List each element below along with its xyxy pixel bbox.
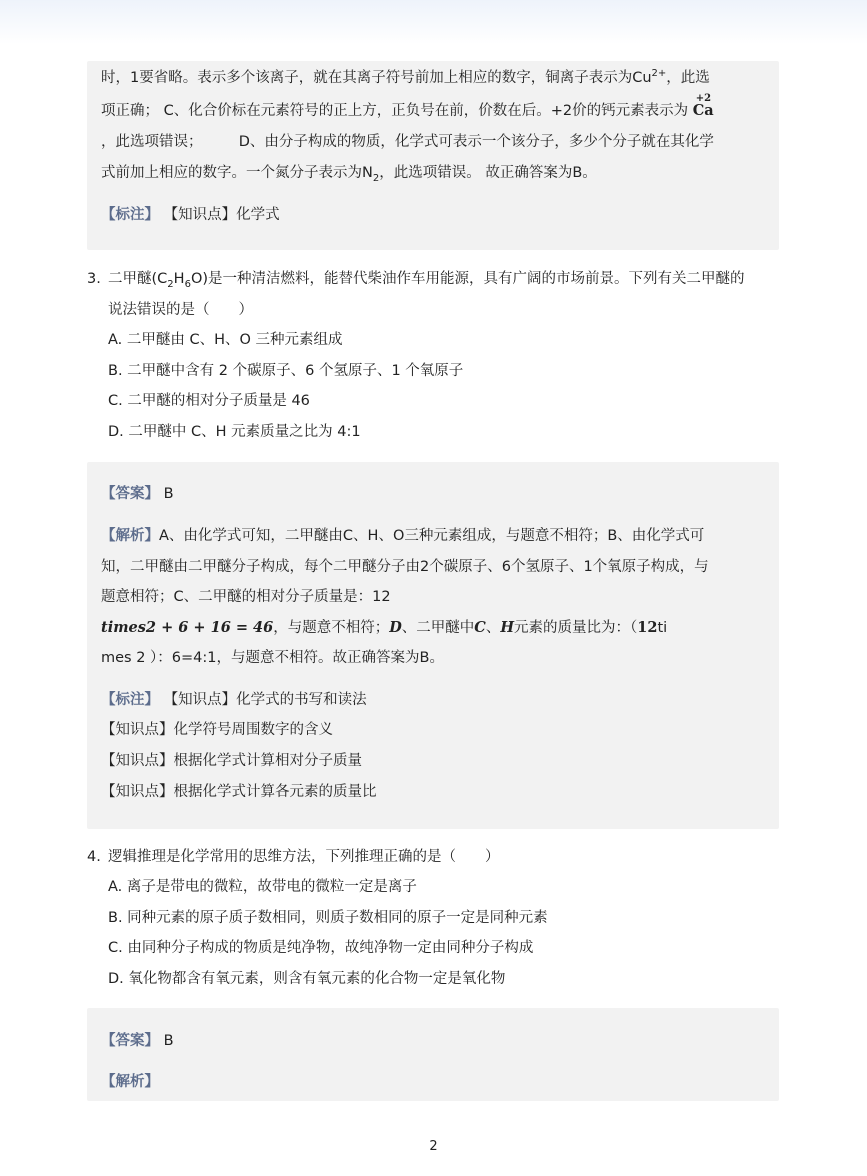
- q4-analysis: [101, 1072, 159, 1092]
- q3-stem-line-2: 说法错误的是（ ）: [108, 302, 253, 318]
- q2-note: [101, 205, 280, 225]
- q3-note-4: 【知识点】根据化学式计算各元素的质量比: [101, 784, 377, 800]
- text: 式前加上相应的数字。一个氮分子表示为N: [101, 165, 373, 181]
- q3-analysis-line-3: 题意相符；C、二甲醚的相对分子质量是：12: [101, 589, 391, 605]
- valence-charge: +2: [695, 93, 712, 104]
- q4-option-c: C. 由同种分子构成的物质是纯净物，故纯净物一定由同种分子构成: [108, 940, 534, 956]
- q3-answer: [101, 484, 174, 504]
- q3-answer-box: [87, 462, 779, 829]
- q3-number: 3.: [87, 271, 101, 287]
- superscript: 2+: [651, 68, 667, 80]
- q2-analysis-line-2: [101, 93, 714, 121]
- subscript: 6: [184, 278, 191, 290]
- text: 时，1要省略。表示多个该离子，就在其离子符号前加上相应的数字，铜离子表示为Cu: [101, 70, 652, 86]
- subscript: 2: [167, 278, 174, 290]
- q3-analysis-line-5: mes 2 ）：6=4:1，与题意不相符。故正确答案为B。: [101, 650, 444, 666]
- text: 二甲醚(C: [108, 271, 168, 287]
- answer-label: 【答案】: [101, 1033, 159, 1049]
- analysis-label: 【解析】: [101, 1074, 159, 1090]
- math-expression: times2 + 6 + 16 = 46: [101, 619, 274, 636]
- text: 、二甲醚中: [401, 620, 475, 636]
- page-number: 2: [429, 1139, 438, 1154]
- q4-answer: [101, 1031, 174, 1051]
- q4-answer-box: [87, 1008, 779, 1101]
- text: ，与题意不相符；: [273, 620, 390, 636]
- q2-analysis-line-4: [101, 163, 597, 183]
- text: ，此选: [666, 70, 710, 86]
- q4-option-b: B. 同种元素的原子质子数相同，则质子数相同的原子一定是同种元素: [108, 910, 548, 926]
- text: O)是一种清洁燃料，能替代柴油作车用能源，具有广阔的市场前景。下列有关二甲醚的: [190, 271, 745, 287]
- answer-label: 【答案】: [101, 486, 159, 502]
- q3-analysis-line-1: [101, 526, 704, 546]
- text: 元素的质量比为：（: [514, 620, 638, 636]
- top-band: [0, 0, 867, 44]
- math-symbol: H: [500, 619, 515, 636]
- q3-analysis-line-2: 知，二甲醚由二甲醚分子构成，每个二甲醚分子由2个碳原子、6个氢原子、1个氧原子构成，与: [101, 559, 709, 575]
- text: H: [173, 271, 185, 287]
- q2-analysis-line-3: ，此选项错误； D、由分子构成的物质，化学式可表示一个该分子，多少个分子就在其化学: [101, 134, 714, 150]
- answer-value: B: [163, 1033, 174, 1049]
- text: ，此选项错误。 故正确答案为B。: [379, 165, 597, 181]
- math-symbol: D: [389, 619, 402, 636]
- q3-analysis-line-4: [101, 618, 667, 638]
- calcium-valence-symbol: [692, 93, 714, 121]
- q2-analysis-line-1: [101, 68, 710, 88]
- analysis-label: 【解析】: [101, 528, 159, 544]
- q4-stem: 逻辑推理是化学常用的思维方法，下列推理正确的是（ ）: [108, 849, 500, 865]
- q4-option-d: D. 氧化物都含有氧元素，则含有氧元素的化合物一定是氧化物: [108, 971, 506, 987]
- q3-option-c: C. 二甲醚的相对分子质量是 46: [108, 393, 310, 409]
- note-label: 【标注】: [101, 692, 159, 708]
- math-number: 12: [637, 619, 658, 636]
- q3-option-b: B. 二甲醚中含有 2 个碳原子、6 个氢原子、1 个氧原子: [108, 363, 464, 379]
- q3-option-d: D. 二甲醚中 C、H 元素质量之比为 4:1: [108, 424, 361, 440]
- text: 、: [485, 620, 501, 636]
- q4-number: 4.: [87, 849, 101, 865]
- text: 项正确； C、化合价标在元素符号的正上方，正负号在前，价数在后。+2价的钙元素表示为: [101, 103, 689, 119]
- element-symbol: Ca: [692, 102, 714, 119]
- text: ti: [657, 620, 668, 636]
- note-label: 【标注】: [101, 207, 159, 223]
- q3-note-3: 【知识点】根据化学式计算相对分子质量: [101, 753, 362, 769]
- answer-value: B: [163, 486, 174, 502]
- q3-note-2: 【知识点】化学符号周围数字的含义: [101, 722, 333, 738]
- q4-option-a: A. 离子是带电的微粒，故带电的微粒一定是离子: [108, 879, 417, 895]
- math-symbol: C: [474, 619, 486, 636]
- q3-note-1: [101, 690, 367, 710]
- note-text: 【知识点】化学式的书写和读法: [163, 692, 367, 708]
- subscript: 2: [372, 172, 380, 184]
- text: A、由化学式可知，二甲醚由C、H、O三种元素组成，与题意不相符；B、由化学式可: [159, 528, 705, 544]
- q3-option-a: A. 二甲醚由 C、H、O 三种元素组成: [108, 332, 343, 348]
- q3-stem-line-1: [108, 269, 745, 289]
- note-text: 【知识点】化学式: [163, 207, 280, 223]
